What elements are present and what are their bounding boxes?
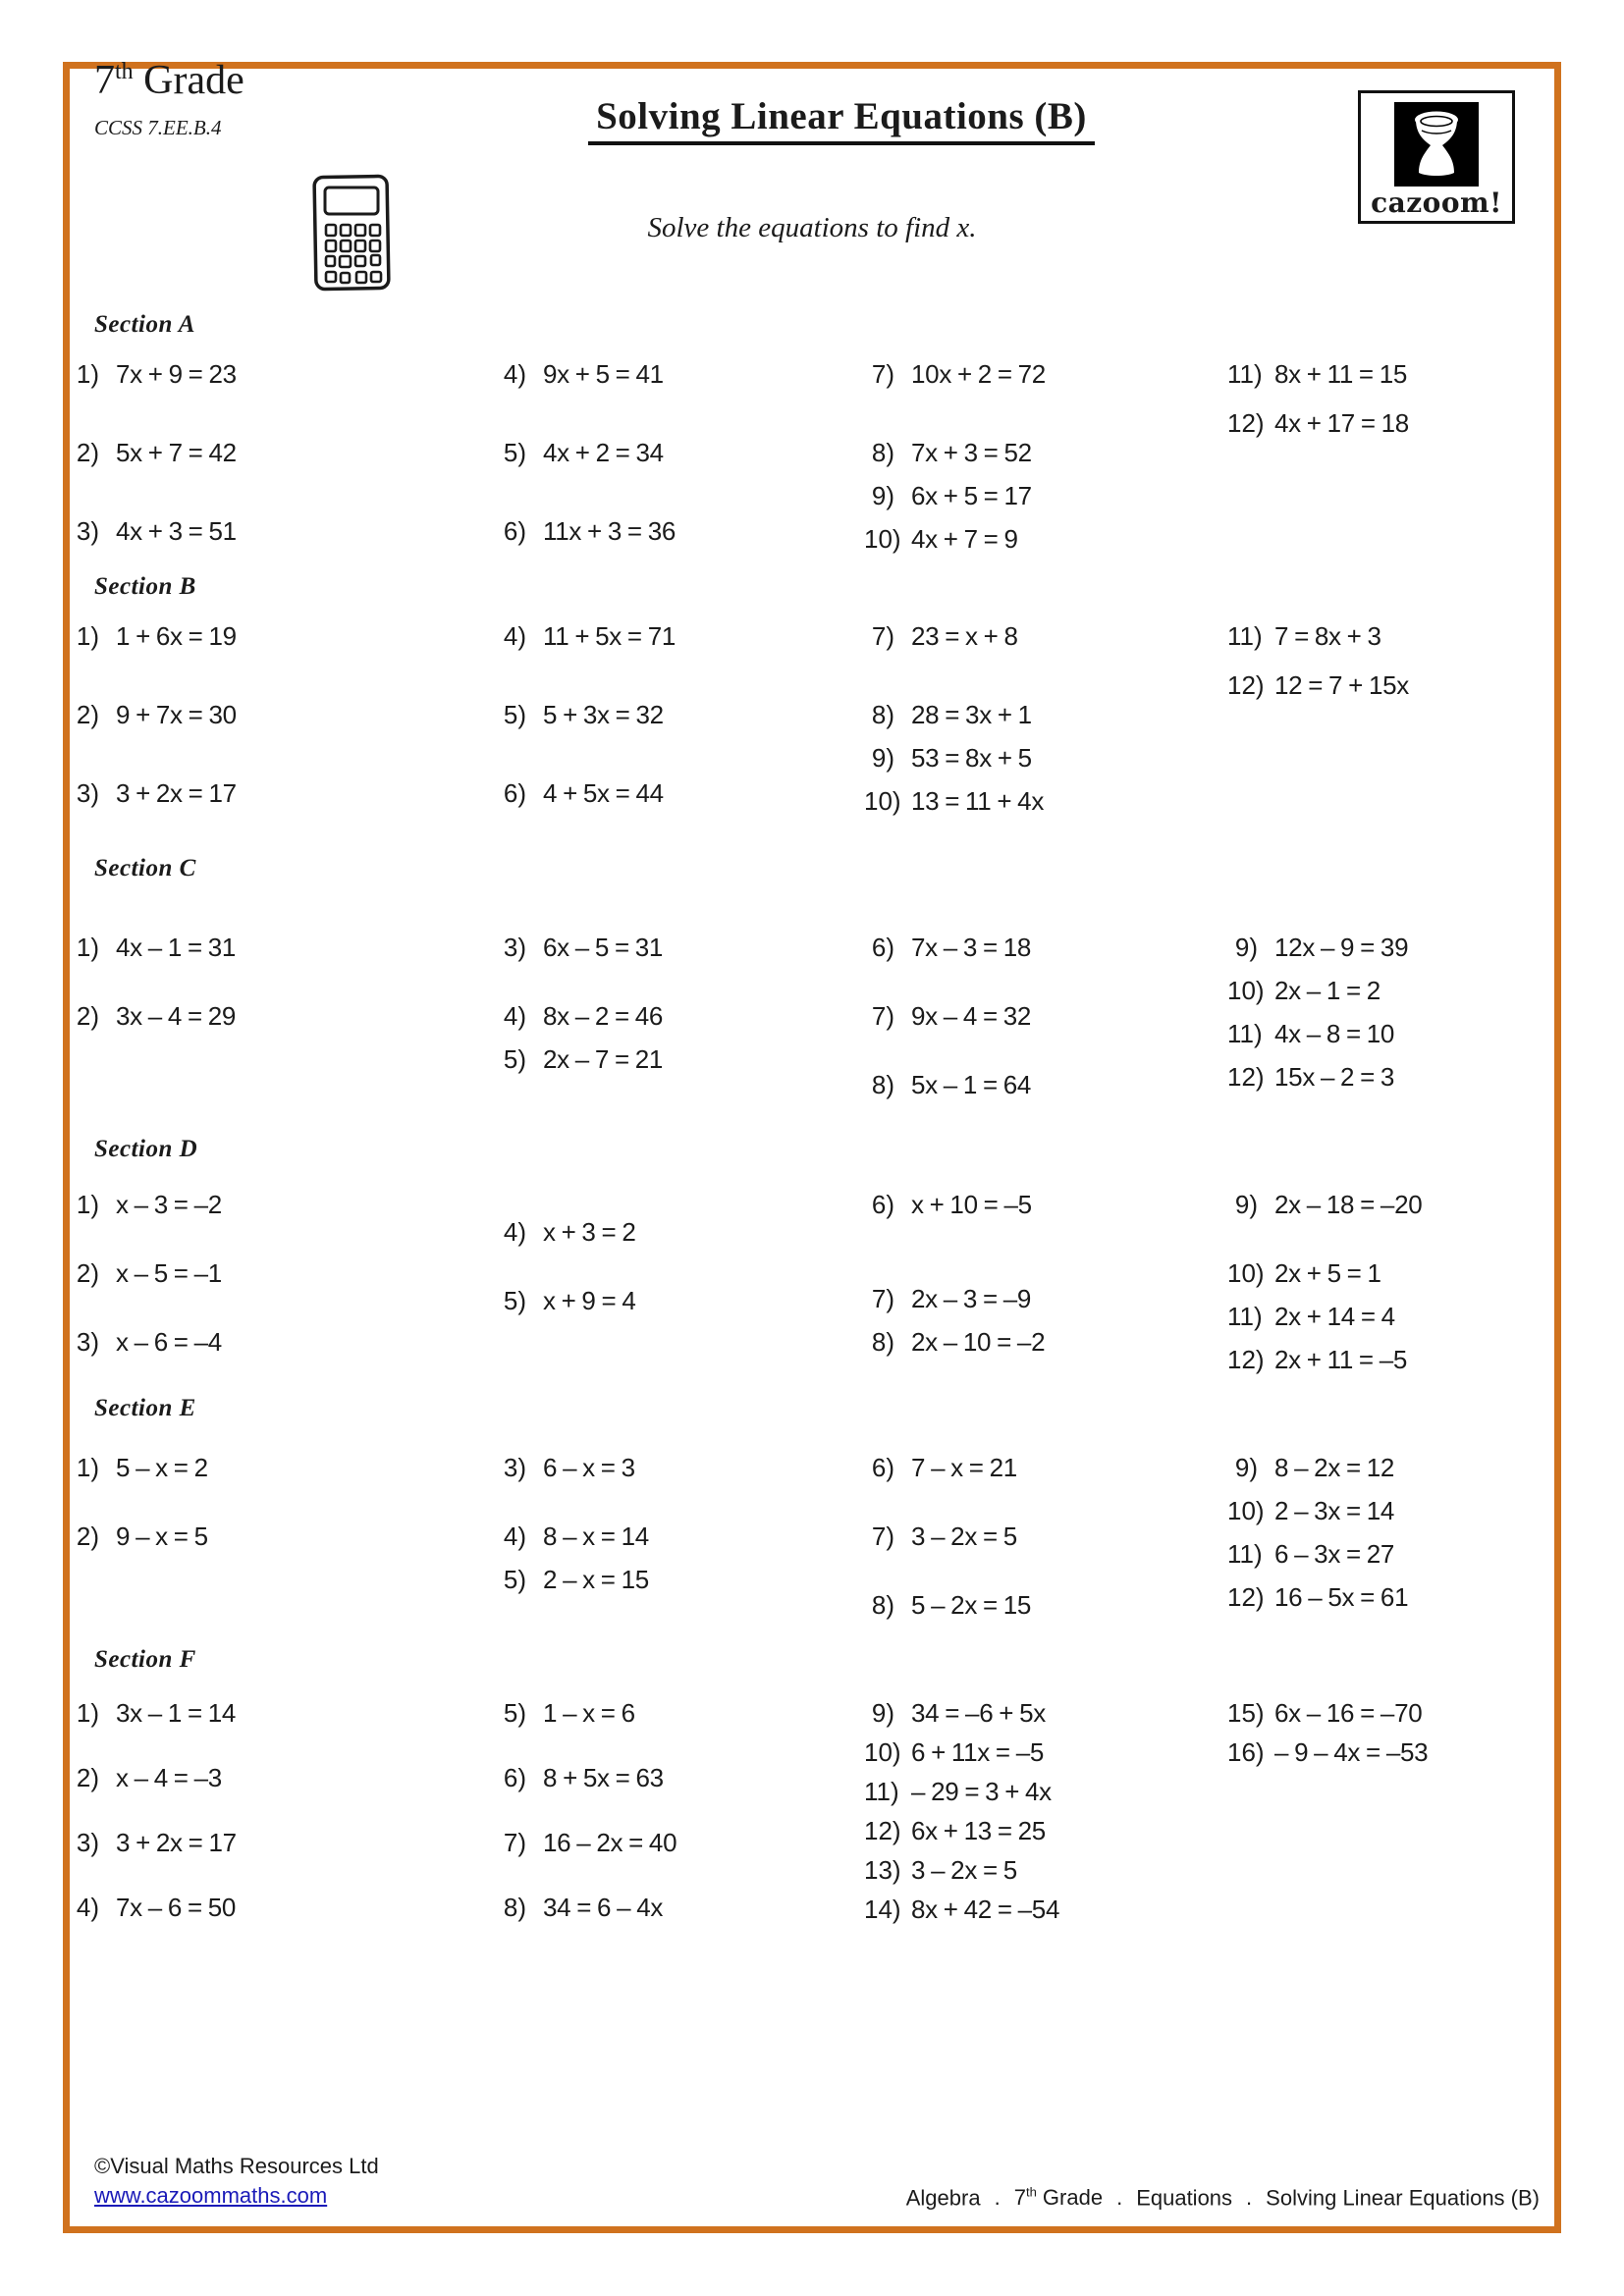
logo-wordmark: cazoom! xyxy=(1371,187,1502,219)
equation-number: 1) xyxy=(76,1190,99,1219)
equation-text: 3 + 2x = 17 xyxy=(116,1828,237,1857)
equation-text: 8x + 11 = 15 xyxy=(1274,359,1408,389)
grade-number: 7 xyxy=(94,58,115,103)
equation-number: 2) xyxy=(76,1763,99,1792)
equation-text: x – 3 = –2 xyxy=(116,1190,222,1219)
equation-grid xyxy=(69,1190,1545,1396)
equation-text: – 9 – 4x = –53 xyxy=(1274,1737,1429,1767)
equation-item xyxy=(69,438,496,467)
equation-text: 6 – x = 3 xyxy=(543,1453,635,1482)
equation-number: 12) xyxy=(1227,1062,1265,1092)
equation-item xyxy=(864,1590,1227,1620)
equation-item xyxy=(1227,359,1545,389)
equation-number: 13) xyxy=(864,1855,901,1885)
equation-number: 11) xyxy=(864,1777,899,1806)
equation-number: 5) xyxy=(503,1044,526,1074)
equation-number: 4) xyxy=(76,1893,99,1922)
equation-text: 2 – x = 15 xyxy=(543,1565,649,1594)
equation-text: 5 – x = 2 xyxy=(116,1453,208,1482)
equation-item xyxy=(69,1258,496,1288)
equation-text: x – 6 = –4 xyxy=(116,1327,222,1357)
equation-number: 11) xyxy=(1227,1019,1263,1048)
equation-text: 34 = –6 + 5x xyxy=(911,1698,1046,1728)
equation-grid xyxy=(69,621,1545,857)
equation-number: 9) xyxy=(871,481,894,510)
equation-text: 4x + 17 = 18 xyxy=(1274,408,1409,438)
equation-item xyxy=(1227,1698,1545,1728)
equation-number: 9) xyxy=(1234,1190,1258,1219)
equation-number: 10) xyxy=(1227,976,1265,1005)
equation-item xyxy=(864,1070,1227,1099)
section-title: Section F xyxy=(94,1646,196,1673)
equation-text: x + 9 = 4 xyxy=(543,1286,636,1315)
equation-text: 53 = 8x + 5 xyxy=(911,743,1032,773)
equation-item xyxy=(69,359,496,389)
breadcrumb-item-algebra: Algebra xyxy=(905,2185,981,2211)
equation-text: 3x – 1 = 14 xyxy=(116,1698,237,1728)
equation-item xyxy=(69,933,496,962)
equation-item xyxy=(1227,1345,1545,1374)
equation-text: 7x – 3 = 18 xyxy=(911,933,1032,962)
grade-ordinal-suffix: th xyxy=(115,59,134,84)
equation-text: x + 10 = –5 xyxy=(911,1190,1032,1219)
drum-icon xyxy=(1394,102,1479,187)
equation-number: 5) xyxy=(503,1698,526,1728)
equation-column xyxy=(1227,359,1545,457)
equation-item xyxy=(496,1763,864,1792)
equation-item xyxy=(864,933,1227,962)
equation-text: 7 – x = 21 xyxy=(911,1453,1017,1482)
equation-text: 2x – 10 = –2 xyxy=(911,1327,1046,1357)
equation-number: 6) xyxy=(871,1190,894,1219)
equation-item xyxy=(864,1816,1227,1845)
section-title: Section E xyxy=(94,1395,196,1421)
equation-item xyxy=(496,933,864,962)
equation-column xyxy=(1227,1698,1545,1777)
equation-item xyxy=(1227,1258,1545,1288)
equation-item xyxy=(496,778,864,808)
equation-number: 6) xyxy=(503,778,526,808)
equation-column xyxy=(496,1190,864,1355)
equation-grid xyxy=(69,359,1545,595)
equation-column xyxy=(69,933,496,1070)
equation-number: 10) xyxy=(1227,1496,1265,1525)
equation-number: 5) xyxy=(503,700,526,729)
instructions-text: Solve the equations to find x. xyxy=(647,212,977,243)
equation-item xyxy=(864,700,1227,729)
section-c xyxy=(69,854,1545,1139)
grade-word: Grade xyxy=(133,58,244,103)
equation-number: 4) xyxy=(503,1001,526,1031)
equation-item xyxy=(69,1001,496,1031)
equation-text: x + 3 = 2 xyxy=(543,1217,636,1247)
equation-item xyxy=(1227,933,1545,962)
equation-item xyxy=(1227,1539,1545,1569)
equation-text: 11 + 5x = 71 xyxy=(543,621,677,651)
equation-item xyxy=(1227,1453,1545,1482)
equation-number: 10) xyxy=(864,1737,901,1767)
equation-number: 1) xyxy=(76,1453,99,1482)
equation-item xyxy=(69,1893,496,1922)
ccss-standard-label: CCSS 7.EE.B.4 xyxy=(94,116,222,139)
equation-text: 3 + 2x = 17 xyxy=(116,778,237,808)
equation-item xyxy=(69,1453,496,1482)
equation-number: 8) xyxy=(871,1590,894,1620)
equation-text: 2 – 3x = 14 xyxy=(1274,1496,1395,1525)
equation-grid xyxy=(69,1698,1545,1957)
equation-column xyxy=(496,359,864,595)
equation-text: 3 – 2x = 5 xyxy=(911,1855,1017,1885)
equation-column xyxy=(69,1190,496,1396)
equation-item xyxy=(69,778,496,808)
equation-column xyxy=(864,1190,1227,1370)
equation-number: 6) xyxy=(871,1453,894,1482)
equation-number: 12) xyxy=(1227,1582,1265,1612)
equation-item xyxy=(864,1284,1227,1313)
equation-number: 3) xyxy=(503,1453,526,1482)
equation-number: 2) xyxy=(76,438,99,467)
equation-column xyxy=(1227,1190,1545,1388)
equation-item xyxy=(1227,976,1545,1005)
equation-item xyxy=(69,1327,496,1357)
section-d xyxy=(69,1135,1545,1396)
equation-text: 7x + 3 = 52 xyxy=(911,438,1032,467)
equation-text: 12x – 9 = 39 xyxy=(1274,933,1409,962)
equation-item xyxy=(864,1895,1227,1924)
breadcrumb-item-grade: 7th Grade xyxy=(1013,2185,1104,2211)
equation-number: 5) xyxy=(503,1286,526,1315)
equation-number: 3) xyxy=(76,516,99,546)
equation-item xyxy=(864,1190,1227,1219)
equation-item xyxy=(69,621,496,651)
equation-text: 4x – 8 = 10 xyxy=(1274,1019,1395,1048)
equation-text: 7x + 9 = 23 xyxy=(116,359,237,389)
equation-item xyxy=(864,621,1227,651)
equation-item xyxy=(1227,1737,1545,1767)
equation-number: 8) xyxy=(871,700,894,729)
equation-item xyxy=(864,786,1227,816)
equation-number: 4) xyxy=(503,621,526,651)
equation-item xyxy=(69,1522,496,1551)
equation-text: 3 – 2x = 5 xyxy=(911,1522,1017,1551)
equation-item xyxy=(1227,670,1545,700)
equation-text: 7 = 8x + 3 xyxy=(1274,621,1381,651)
equation-item xyxy=(496,700,864,729)
equation-text: 6x + 5 = 17 xyxy=(911,481,1032,510)
equation-column xyxy=(496,1698,864,1957)
equation-number: 10) xyxy=(1227,1258,1265,1288)
equation-number: 8) xyxy=(871,1070,894,1099)
equation-text: 8x + 42 = –54 xyxy=(911,1895,1060,1924)
section-f xyxy=(69,1645,1545,1957)
equation-column xyxy=(1227,621,1545,720)
section-title: Section C xyxy=(94,855,196,881)
equation-text: 6x – 5 = 31 xyxy=(543,933,664,962)
equation-number: 7) xyxy=(871,1522,894,1551)
equation-number: 1) xyxy=(76,621,99,651)
equation-text: 16 – 2x = 40 xyxy=(543,1828,677,1857)
equation-item xyxy=(864,1777,1227,1806)
equation-text: 9 – x = 5 xyxy=(116,1522,208,1551)
equation-text: 9x – 4 = 32 xyxy=(911,1001,1032,1031)
equation-item xyxy=(1227,1496,1545,1525)
equation-text: 8 – x = 14 xyxy=(543,1522,649,1551)
equation-item xyxy=(496,516,864,546)
equation-number: 16) xyxy=(1227,1737,1265,1767)
equation-column xyxy=(69,359,496,595)
equation-number: 6) xyxy=(503,1763,526,1792)
equation-item xyxy=(69,700,496,729)
equation-column xyxy=(496,621,864,857)
equation-item xyxy=(864,1522,1227,1551)
equation-number: 3) xyxy=(76,1828,99,1857)
equation-item xyxy=(69,1828,496,1857)
equation-text: 4x – 1 = 31 xyxy=(116,933,237,962)
section-a xyxy=(69,310,1545,595)
equation-text: 9 + 7x = 30 xyxy=(116,700,237,729)
equation-grid xyxy=(69,933,1545,1139)
equation-text: 28 = 3x + 1 xyxy=(911,700,1032,729)
equation-item xyxy=(496,438,864,467)
breadcrumb-separator: . xyxy=(1116,2185,1123,2211)
equation-item xyxy=(496,1453,864,1482)
equation-text: 2x + 5 = 1 xyxy=(1274,1258,1381,1288)
equation-item xyxy=(1227,1302,1545,1331)
equation-number: 2) xyxy=(76,1001,99,1031)
equation-text: 5 + 3x = 32 xyxy=(543,700,664,729)
equation-number: 1) xyxy=(76,359,99,389)
equation-number: 12) xyxy=(1227,408,1265,438)
section-title: Section A xyxy=(94,311,195,338)
equation-number: 5) xyxy=(503,438,526,467)
equation-item xyxy=(864,1327,1227,1357)
equation-number: 11) xyxy=(1227,359,1263,389)
equation-text: 6 – 3x = 27 xyxy=(1274,1539,1395,1569)
equation-item xyxy=(1227,1190,1545,1219)
equation-item xyxy=(864,438,1227,467)
equation-number: 7) xyxy=(871,1001,894,1031)
equation-number: 9) xyxy=(871,1698,894,1728)
equation-item xyxy=(864,1001,1227,1031)
equation-text: 5x + 7 = 42 xyxy=(116,438,237,467)
equation-number: 15) xyxy=(1227,1698,1265,1728)
equation-number: 8) xyxy=(871,438,894,467)
equation-number: 1) xyxy=(76,933,99,962)
equation-number: 12) xyxy=(864,1816,901,1845)
equation-number: 1) xyxy=(76,1698,99,1728)
equation-number: 8) xyxy=(871,1327,894,1357)
equation-text: 12 = 7 + 15x xyxy=(1274,670,1409,700)
equation-text: 2x + 14 = 4 xyxy=(1274,1302,1395,1331)
equation-number: 9) xyxy=(871,743,894,773)
equation-number: 14) xyxy=(864,1895,901,1924)
equation-item xyxy=(864,743,1227,773)
equation-item xyxy=(496,1044,864,1074)
equation-number: 11) xyxy=(1227,1539,1263,1569)
equation-number: 8) xyxy=(503,1893,526,1922)
equation-text: 8 – 2x = 12 xyxy=(1274,1453,1395,1482)
equation-text: 1 – x = 6 xyxy=(543,1698,635,1728)
equation-text: 1 + 6x = 19 xyxy=(116,621,237,651)
equation-column xyxy=(69,1453,496,1590)
equation-text: 11x + 3 = 36 xyxy=(543,516,677,546)
equation-column xyxy=(864,1698,1227,1934)
equation-number: 2) xyxy=(76,700,99,729)
equation-item xyxy=(864,1453,1227,1482)
equation-column xyxy=(864,621,1227,829)
breadcrumb-item-equations: Equations xyxy=(1136,2185,1233,2211)
equation-text: 8x – 2 = 46 xyxy=(543,1001,664,1031)
copyright-text: ©Visual Maths Resources Ltd xyxy=(94,2154,379,2178)
equation-item xyxy=(864,524,1227,554)
equation-text: 6x – 16 = –70 xyxy=(1274,1698,1423,1728)
equation-text: 4 + 5x = 44 xyxy=(543,778,664,808)
equation-number: 6) xyxy=(871,933,894,962)
equation-text: 2x + 11 = –5 xyxy=(1274,1345,1408,1374)
equation-number: 11) xyxy=(1227,621,1263,651)
equation-text: 8 + 5x = 63 xyxy=(543,1763,664,1792)
website-link[interactable]: www.cazoommaths.com xyxy=(94,2183,328,2208)
equation-item xyxy=(1227,621,1545,651)
equation-text: 3x – 4 = 29 xyxy=(116,1001,237,1031)
equation-item xyxy=(69,1190,496,1219)
equation-text: 4x + 7 = 9 xyxy=(911,524,1018,554)
equation-grid xyxy=(69,1453,1545,1659)
equation-text: x – 4 = –3 xyxy=(116,1763,222,1792)
equation-item xyxy=(1227,408,1545,438)
section-e xyxy=(69,1394,1545,1659)
equation-text: 9x + 5 = 41 xyxy=(543,359,664,389)
equation-text: 13 = 11 + 4x xyxy=(911,786,1045,816)
equation-text: 23 = x + 8 xyxy=(911,621,1018,651)
equation-number: 10) xyxy=(864,786,901,816)
equation-number: 2) xyxy=(76,1258,99,1288)
equation-column xyxy=(864,359,1227,567)
section-b xyxy=(69,572,1545,857)
equation-item xyxy=(496,1828,864,1857)
equation-item xyxy=(1227,1019,1545,1048)
equation-text: 6 + 11x = –5 xyxy=(911,1737,1045,1767)
equation-column xyxy=(496,933,864,1088)
equation-item xyxy=(496,1565,864,1594)
equation-number: 3) xyxy=(76,1327,99,1357)
equation-column xyxy=(864,933,1227,1139)
breadcrumb-separator: . xyxy=(1246,2185,1253,2211)
title-band xyxy=(177,94,1506,145)
equation-text: 15x – 2 = 3 xyxy=(1274,1062,1395,1092)
equation-number: 3) xyxy=(76,778,99,808)
equation-text: 6x + 13 = 25 xyxy=(911,1816,1046,1845)
section-title: Section B xyxy=(94,573,196,600)
equation-item xyxy=(1227,1062,1545,1092)
equation-number: 7) xyxy=(871,1284,894,1313)
equation-item xyxy=(496,1001,864,1031)
equation-item xyxy=(496,1893,864,1922)
equation-text: 10x + 2 = 72 xyxy=(911,359,1046,389)
equation-column xyxy=(1227,933,1545,1105)
equation-item xyxy=(864,1855,1227,1885)
equation-text: – 29 = 3 + 4x xyxy=(911,1777,1052,1806)
equation-number: 7) xyxy=(871,359,894,389)
equation-column xyxy=(864,1453,1227,1659)
equation-text: x – 5 = –1 xyxy=(116,1258,222,1288)
equation-text: 7x – 6 = 50 xyxy=(116,1893,237,1922)
breadcrumb-separator: . xyxy=(994,2185,1001,2211)
equation-number: 4) xyxy=(503,359,526,389)
equation-number: 9) xyxy=(1234,1453,1258,1482)
equation-number: 10) xyxy=(864,524,901,554)
equation-column xyxy=(496,1453,864,1608)
equation-number: 12) xyxy=(1227,1345,1265,1374)
equation-item xyxy=(1227,1582,1545,1612)
equation-item xyxy=(496,1286,864,1315)
breadcrumb xyxy=(906,2185,1540,2211)
equation-text: 16 – 5x = 61 xyxy=(1274,1582,1409,1612)
equation-number: 4) xyxy=(503,1217,526,1247)
equation-number: 12) xyxy=(1227,670,1265,700)
equation-item xyxy=(496,1698,864,1728)
section-title: Section D xyxy=(94,1136,198,1162)
equation-text: 2x – 1 = 2 xyxy=(1274,976,1380,1005)
equation-item xyxy=(496,621,864,651)
equation-item xyxy=(69,1698,496,1728)
equation-text: 2x – 18 = –20 xyxy=(1274,1190,1423,1219)
equation-item xyxy=(496,1522,864,1551)
equation-item xyxy=(496,1217,864,1247)
breadcrumb-item-worksheet: Solving Linear Equations (B) xyxy=(1266,2185,1540,2211)
equation-item xyxy=(69,1763,496,1792)
equation-number: 3) xyxy=(503,933,526,962)
equation-number: 7) xyxy=(503,1828,526,1857)
equation-text: 4x + 2 = 34 xyxy=(543,438,664,467)
equation-number: 4) xyxy=(503,1522,526,1551)
equation-number: 6) xyxy=(503,516,526,546)
calculator-icon xyxy=(310,173,395,299)
equation-text: 2x – 3 = –9 xyxy=(911,1284,1032,1313)
equation-text: 2x – 7 = 21 xyxy=(543,1044,664,1074)
equation-item xyxy=(864,1698,1227,1728)
equation-item xyxy=(864,1737,1227,1767)
equation-text: 34 = 6 – 4x xyxy=(543,1893,664,1922)
equation-column xyxy=(69,621,496,857)
equation-number: 9) xyxy=(1234,933,1258,962)
equation-column xyxy=(69,1698,496,1957)
equation-item xyxy=(864,481,1227,510)
equation-text: 5x – 1 = 64 xyxy=(911,1070,1032,1099)
page-title: Solving Linear Equations (B) xyxy=(588,94,1095,145)
equation-item xyxy=(496,359,864,389)
equation-text: 4x + 3 = 51 xyxy=(116,516,237,546)
equation-number: 2) xyxy=(76,1522,99,1551)
cazoom-logo xyxy=(1358,90,1515,224)
equation-text: 5 – 2x = 15 xyxy=(911,1590,1032,1620)
equation-item xyxy=(864,359,1227,389)
equation-item xyxy=(69,516,496,546)
equation-number: 5) xyxy=(503,1565,526,1594)
equation-column xyxy=(1227,1453,1545,1626)
equation-number: 11) xyxy=(1227,1302,1263,1331)
equation-number: 7) xyxy=(871,621,894,651)
